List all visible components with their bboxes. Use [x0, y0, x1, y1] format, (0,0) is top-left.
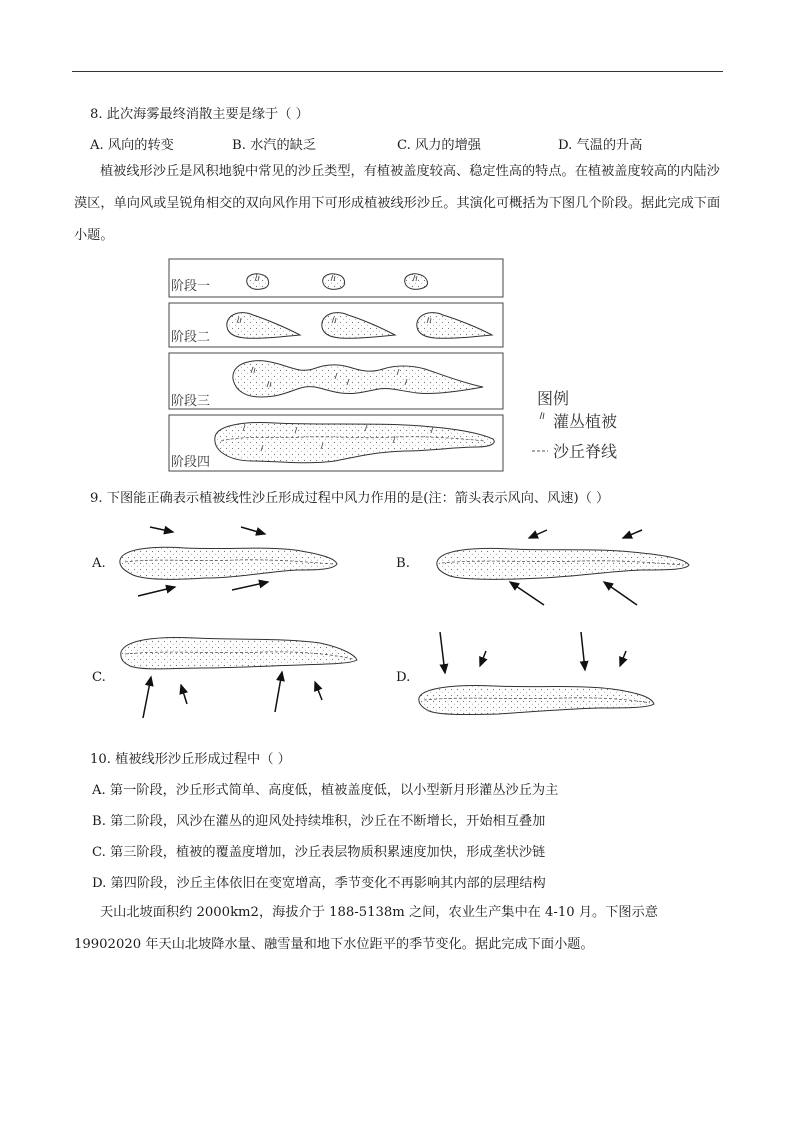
stage-2-label: 阶段二 — [171, 330, 211, 345]
q10-stem: 10. 植被线形沙丘形成过程中（ ） — [90, 752, 291, 767]
legend-shrub-label: 灌丛植被 — [553, 412, 618, 431]
q9-option-b-label: B. — [396, 556, 410, 571]
q10-option-d: D. 第四阶段，沙丘主体依旧在变宽增高，季节变化不再影响其内部的层理结构 — [92, 876, 546, 891]
q8-option-d: D. 气温的升高 — [558, 138, 643, 153]
shrub-legend-icon — [540, 412, 544, 419]
q8-option-a: A. 风向的转变 — [90, 138, 174, 153]
q9-option-a-diagram — [115, 520, 355, 610]
legend-ridge-label: 沙丘脊线 — [553, 442, 618, 461]
q9-option-d-label: D. — [396, 670, 411, 685]
stage-1-label: 阶段一 — [171, 279, 211, 294]
passage-tianshan: 天山北坡面积约 2000km2，海拔介于 188-5138m 之间，农业生产集中在 4-10 月。下图示意 19902020 年天山北坡降水量、融雪量和地下水位距平的季节变化。据此完成下面小题。 — [74, 905, 658, 952]
q8-option-b: B. 水汽的缺乏 — [232, 138, 317, 153]
passage-dune-intro: 植被线形沙丘是风积地貌中常见的沙丘类型，有植被盖度较高、稳定性高的特点。在植被盖度较高的内陆沙漠区，单向风或呈锐角相交的双向风作用下可形成植被线形沙丘。其演化可概括为下图几个阶段。据此完成下面小题。 — [74, 164, 721, 243]
q9-stem: 9. 下图能正确表示植被线性沙丘形成过程中风力作用的是(注：箭头表示风向、风速)（ ） — [90, 491, 610, 506]
q10-option-a: A. 第一阶段，沙丘形式简单、高度低，植被盖度低，以小型新月形灌丛沙丘为主 — [92, 783, 559, 798]
legend-title: 图例 — [537, 389, 570, 408]
q8-option-c: C. 风力的增强 — [397, 138, 481, 153]
q10-option-b: B. 第二阶段，风沙在灌丛的迎风处持续堆积，沙丘在不断增长，开始相互叠加 — [92, 814, 546, 829]
q9-option-a-label: A. — [92, 556, 106, 571]
stage-4-label: 阶段四 — [171, 455, 211, 470]
q9-option-c-diagram — [115, 628, 365, 723]
q8-stem: 8. 此次海雾最终消散主要是缘于（ ） — [90, 107, 309, 122]
q9-option-d-diagram — [414, 628, 664, 723]
header-rule — [72, 71, 723, 72]
q9-option-b-diagram — [432, 520, 702, 615]
q10-option-c: C. 第三阶段，植被的覆盖度增加，沙丘表层物质积累速度加快，形成垄状沙链 — [92, 845, 546, 860]
q9-option-c-label: C. — [92, 670, 106, 685]
dune-stage-figure — [165, 255, 635, 475]
stage-3-label: 阶段三 — [171, 394, 211, 409]
